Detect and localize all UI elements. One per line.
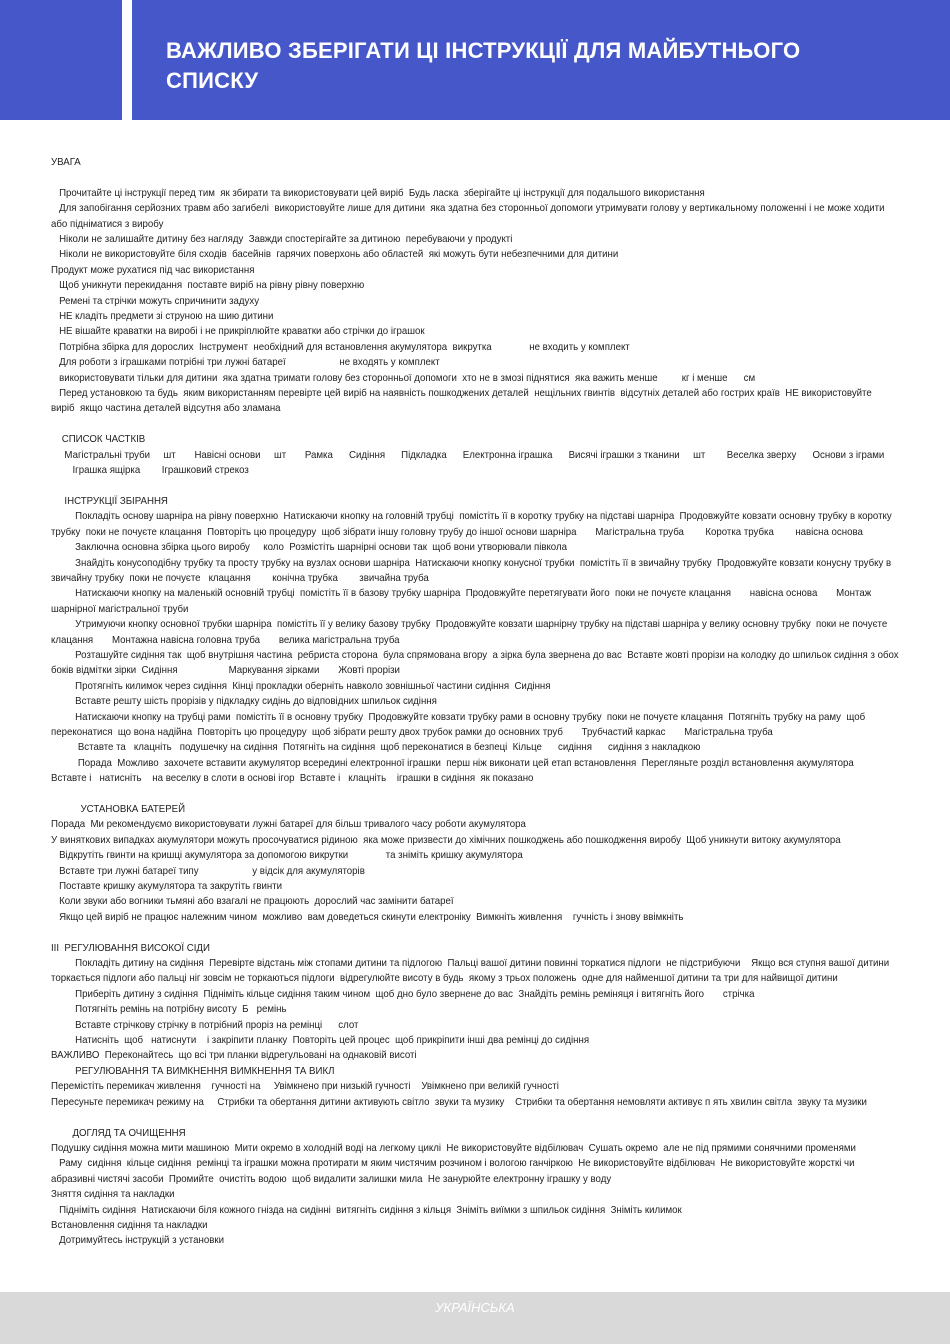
text-line: РЕГУЛЮВАННЯ ТА ВИМКНЕННЯ ВИМКНЕННЯ ТА ВИКЛ xyxy=(51,1065,335,1077)
instructions-body xyxy=(51,155,903,1249)
text-line: Заключна основна збірка цього виробу коло Розмістіть шарнірні основи так щоб вони утворювали півкола xyxy=(51,542,567,554)
text-line: Коли звуки або вогники тьмяні або взагалі не працюють дорослий час замінити батареї xyxy=(51,896,454,908)
text-line: СПИСОК ЧАСТКІВ xyxy=(51,434,146,446)
text-line: Потрібна збірка для дорослих Інструмент необхідний для встановлення акумулятора викрутка не входить у комплект xyxy=(51,341,630,353)
text-line: Відкрутіть гвинти на кришці акумулятора за допомогою викрутки та зніміть кришку акумулятора xyxy=(51,850,523,862)
paragraph-gap xyxy=(51,1110,903,1125)
text-line: ІІІ РЕГУЛЮВАННЯ ВИСОКОЇ СІДИ xyxy=(51,942,210,954)
text-line: ВАЖЛИВО Переконайтесь що всі три планки відрегульовані на однаковій висоті xyxy=(51,1050,417,1062)
text-line: Зняття сидіння та накладки xyxy=(51,1189,175,1201)
text-line: Ніколи не залишайте дитину без нагляду Завжди спостерігайте за дитиною перебуваючи у продукті xyxy=(51,234,513,246)
text-line: звичайну трубку поки не почуєте клацання конічна трубка звичайна труба xyxy=(51,572,429,584)
text-line: торкається підлоги або пальці ніг зовсім не торкаються підлоги відрегулюйте висоту в будь якому з трьох положень одне для найменшої дитини та три для найвищої дитини xyxy=(51,973,838,985)
text-line: ІНСТРУКЦІЇ ЗБІРАННЯ xyxy=(51,495,168,507)
text-line: Для запобігання серйозних травм або загибелі використовуйте лише для дитини яка здатна без сторонньої допомоги утримувати голову у вертикальному положенні і не може ходити xyxy=(51,203,885,215)
text-line: Знайдіть конусоподібну трубку та просту трубку на вузлах основи шарніра Натискаючи кнопку конусної трубки помістіть її в звичайну трубку Продовжуйте ковзати конусну трубку в xyxy=(51,557,892,569)
text-line: Іграшка ящірка Іграшковий стрекоз xyxy=(51,465,249,477)
paragraph-gap xyxy=(51,417,903,432)
text-line: Порада Ми рекомендуємо використовувати лужні батареї для більш тривалого часу роботи акумулятора xyxy=(51,819,526,831)
text-line: УВАГА xyxy=(51,157,81,168)
text-line: Натискаючи кнопку на маленькій основній трубці помістіть її в базову трубку шарніра Продовжуйте перетягувати його поки не почуєте клацання навісна основа Монтаж xyxy=(51,588,872,600)
text-line: Покладіть основу шарніра на рівну поверхню Натискаючи кнопку на головній трубці помістіть її в коротку трубку на підставі шарніра Продовжуйте ковзати основну трубку в коротку xyxy=(51,511,892,523)
paragraph-gap xyxy=(51,170,903,185)
text-line: Протягніть килимок через сидіння Кінці прокладки оберніть навколо зовнішньої частини сидіння Сидіння xyxy=(51,680,551,692)
text-line: Вставте і натисніть на веселку в слоти в основі ігор Вставте і клацніть іграшки в сидіння як показано xyxy=(51,773,534,785)
text-line: Продукт може рухатися під час використання xyxy=(51,264,255,276)
text-line: Порада Можливо захочете вставити акумулятор всередині електронної іграшки перш ніж виконати цей етап встановлення Перегляньте розділ встановлення акумулятора xyxy=(51,757,854,769)
text-line: шарнірної магістральної труби xyxy=(51,603,189,615)
text-line: боків відмітки зірки Сидіння Маркування зірками Жовті прорізи xyxy=(51,665,400,677)
header-left-block xyxy=(0,0,122,120)
text-line: Раму сидіння кільце сидіння ремінці та іграшки можна протирати м яким чистячим розчином і вологою ганчіркою Не використовуйте відбілювач Не використовуйте жорсткі чи xyxy=(51,1158,855,1170)
text-line: використовувати тільки для дитини яка здатна тримати голову без сторонньої допомоги хто не в змозі піднятися яка важить менше кг і менше см xyxy=(51,372,756,384)
text-line: Перемістіть перемикач живлення гучності на Увімкнено при низькій гучності Увімкнено при великій гучності xyxy=(51,1081,559,1093)
text-line: Вставте три лужні батареї типу у відсік для акумуляторів xyxy=(51,865,365,877)
text-line: Ремені та стрічки можуть спричинити задуху xyxy=(51,295,260,307)
text-line: Поставте кришку акумулятора та закрутіть гвинти xyxy=(51,881,283,893)
text-line: Якщо цей виріб не працює належним чином можливо вам доведеться скинути електроніку Вимкніть живлення гучність і знову ввімкніть xyxy=(51,911,684,923)
text-line: Ніколи не використовуйте біля сходів басейнів гарячих поверхонь або областей які можуть бути небезпечними для дитини xyxy=(51,249,619,261)
text-line: клацання Монтажна навісна головна труба велика магістральна труба xyxy=(51,634,400,646)
text-line: або підніматися з виробу xyxy=(51,218,164,230)
text-line: Потягніть ремінь на потрібну висоту Б ремінь xyxy=(51,1004,287,1016)
paragraph-gap xyxy=(51,787,903,802)
text-line: Пересуньте перемикач режиму на Стрибки та обертання дитини активують світло звуки та музику Стрибки та обертання немовляти активує п ять хвилин світла звуку та музики xyxy=(51,1096,867,1108)
text-line: Утримуючи кнопку основної трубки шарніра помістіть її у велику базову трубку Продовжуйте ковзати шарнірну трубку на підставі шарніра у велику основну трубку поки не почуєте xyxy=(51,619,888,631)
text-line: Перед установкою та будь яким використанням перевірте цей виріб на наявність пошкоджених деталей нещільних гвинтів відсутніх деталей або гострих країв НЕ використовуйте xyxy=(51,388,872,400)
text-line: трубку поки не почуєте клацання Повторіть цю процедуру щоб зібрати іншу головну трубу до іншої основи шарніра Магістральна труба Коротка трубка навісна основа xyxy=(51,526,863,538)
text-line: Підніміть сидіння Натискаючи біля кожного гнізда на сидінні витягніть сидіння з кільця Зніміть виїмки з шпильок сидіння Зніміть килимок xyxy=(51,1204,682,1216)
text-line: У виняткових випадках акумулятори можуть просочуватися рідиною яка може призвести до хімічних пошкоджень або пошкодження виробу Щоб уникнути витоку акумулятора xyxy=(51,834,841,846)
text-line: виріб якщо частина деталей відсутня або зламана xyxy=(51,403,281,415)
text-line: переконатися що вона надійна Повторіть цю процедуру щоб зібрати решту двох трубок рамки до основних труб Трубчастий каркас Магістральна труба xyxy=(51,726,773,738)
text-line: Вставте стрічкову стрічку в потрібний проріз на ремінці слот xyxy=(51,1019,359,1031)
text-line: ДОГЛЯД ТА ОЧИЩЕННЯ xyxy=(51,1127,186,1139)
text-line: Прочитайте ці інструкції перед тим як збирати та використовувати цей виріб Будь ласка зберігайте ці інструкції для подальшого використання xyxy=(51,187,705,199)
text-line: Магістральні труби шт Навісні основи шт Рамка Сидіння Підкладка Електронна іграшка Висячі іграшки з тканини шт Веселка зверху Основи з іграми xyxy=(51,449,885,461)
text-line: Вставте та клацніть подушечку на сидіння Потягніть на сидіння щоб переконатися в безпеці Кільце сидіння сидіння з накладкою xyxy=(51,742,701,754)
text-line: Покладіть дитину на сидіння Перевірте відстань між стопами дитини та підлогою Пальці вашої дитини повинні торкатися підлоги не підстрибуючи Якщо вся ступня вашої дитини xyxy=(51,958,890,970)
paragraph-gap xyxy=(51,479,903,494)
text-line: Щоб уникнути перекидання поставте виріб на рівну рівну поверхню xyxy=(51,280,365,292)
text-line: Натискаючи кнопку на трубці рами помістіть її в основну трубку Продовжуйте ковзати трубку рами в основну трубку поки не почуєте клацання Потягніть трубку на раму щоб xyxy=(51,711,866,723)
text-line: Встановлення сидіння та накладки xyxy=(51,1219,208,1231)
text-line: абразивні чистячі засоби Промийте очистіть водою щоб видалити залишки мила Не занурюйте електронну іграшку у воду xyxy=(51,1173,612,1185)
text-line: Розташуйте сидіння так щоб внутрішня частина ребриста сторона була спрямована вгору а зірка була звернена до вас Вставте жовті прорізи на колодку до шпильок сидіння з обох xyxy=(51,649,899,661)
text-line: Вставте решту шість прорізів у підкладку сидінь до відповідних шпильок сидіння xyxy=(51,696,437,708)
text-line: Для роботи з іграшками потрібні три лужні батареї не входять у комплект xyxy=(51,357,440,369)
text-line: НЕ вішайте краватки на виробі і не прикріплюйте краватки або стрічки до іграшок xyxy=(51,326,425,338)
text-line: Приберіть дитину з сидіння Підніміть кільце сидіння таким чином щоб дно було звернене до вас Знайдіть ремінь реміняця і витягніть його стрічка xyxy=(51,988,755,1000)
text-line: НЕ кладіть предмети зі струною на шию дитини xyxy=(51,311,274,323)
text-line: Подушку сидіння можна мити машиною Мити окремо в холодній воді на легкому циклі Не використовуйте відбілювач Сушать окремо але не під прямими сонячними променями xyxy=(51,1142,856,1154)
text-line: Дотримуйтесь інструкцій з установки xyxy=(51,1235,224,1247)
page-title: ВАЖЛИВО ЗБЕРІГАТИ ЦІ ІНСТРУКЦІЇ ДЛЯ МАЙБУТНЬОГО СПИСКУ xyxy=(166,38,801,93)
paragraph-gap xyxy=(51,925,903,940)
text-line: Натисніть щоб натиснути і закріпити планку Повторіть цей процес щоб прикріпити інші два ремінці до сидіння xyxy=(51,1035,590,1047)
text-line: УСТАНОВКА БАТЕРЕЙ xyxy=(51,804,186,815)
footer-language-label: УКРАЇНСЬКА xyxy=(435,1300,515,1315)
